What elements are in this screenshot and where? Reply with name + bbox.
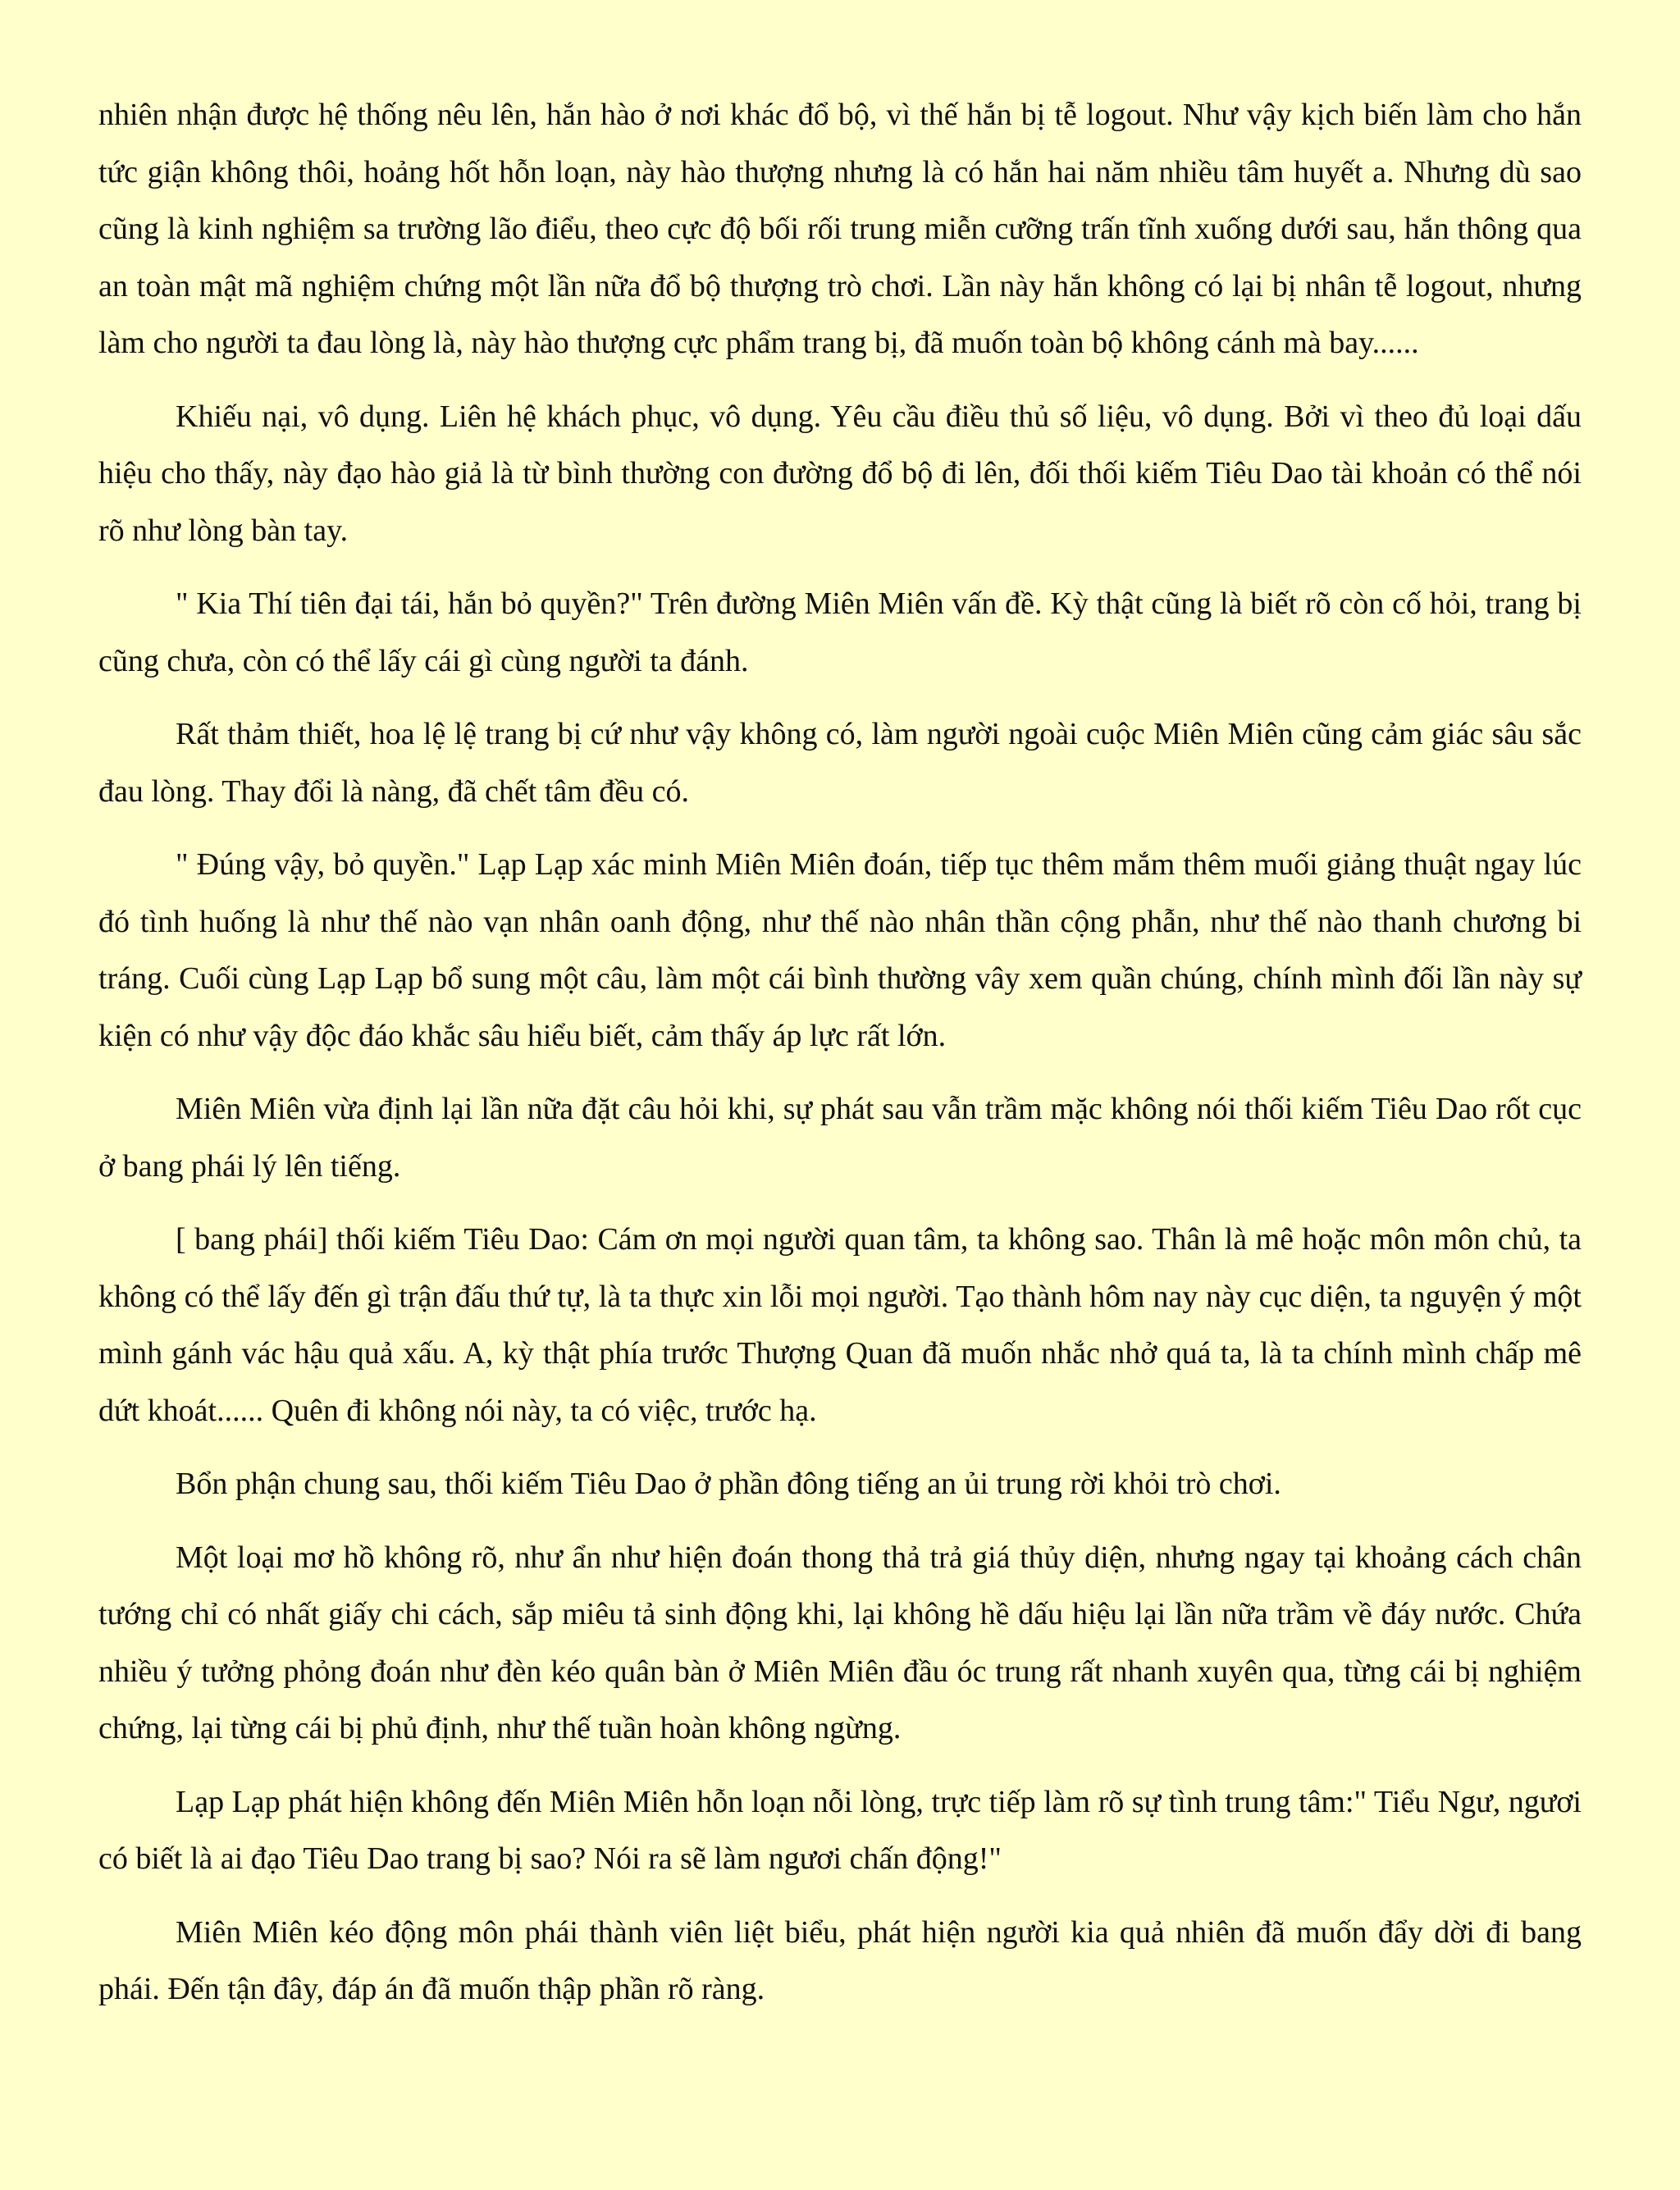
paragraph-continued: nhiên nhận được hệ thống nêu lên, hắn hào ở nơi khác đổ bộ, vì thế hắn bị tễ logout. Như vậy kịch biến làm cho hắn tức giận không thôi, hoảng hốt hỗn loạn, này hào thượng nhưng là có hắn hai năm nhiều tâm huyết a. Nhưng dù sao cũng là kinh nghiệm sa trường lão điểu, theo cực độ bối rối trung miễn cưỡng trấn tĩnh xuống dưới sau, hắn thông qua an toàn mật mã nghiệm chứng một lần nữa đổ bộ thượng trò chơi. Lần này hắn không có lại bị nhân tễ logout, nhưng làm cho người ta đau lòng là, này hào thượng cực phẩm trang bị, đã muốn toàn bộ không cánh mà bay......	[98, 98, 1582, 360]
paragraph: Khiếu nại, vô dụng. Liên hệ khách phục, vô dụng. Yêu cầu điều thủ số liệu, vô dụng. Bởi vì theo đủ loại dấu hiệu cho thấy, này đạo hào giả là từ bình thường con đường đổ bộ đi lên, đối thối kiếm Tiêu Dao tài khoản có thể nói rõ như lòng bàn tay.	[98, 399, 1582, 548]
paragraph: Miên Miên kéo động môn phái thành viên liệt biểu, phát hiện người kia quả nhiên đã muốn đẩy dời đi bang phái. Đến tận đây, đáp án đã muốn thập phần rõ ràng.	[98, 1914, 1582, 2006]
paragraph: [ bang phái] thối kiếm Tiêu Dao: Cám ơn mọi người quan tâm, ta không sao. Thân là mê hoặc môn môn chủ, ta không có thể lấy đến gì trận đấu thứ tự, là ta thực xin lỗi mọi người. Tạo thành hôm nay này cục diện, ta nguyện ý một mình gánh vác hậu quả xấu. A, kỳ thật phía trước Thượng Quan đã muốn nhắc nhở quá ta, là ta chính mình chấp mê dứt khoát...... Quên đi không nói này, ta có việc, trước hạ.	[98, 1222, 1582, 1428]
paragraph: " Đúng vậy, bỏ quyền." Lạp Lạp xác minh Miên Miên đoán, tiếp tục thêm mắm thêm muối giảng thuật ngay lúc đó tình huống là như thế nào vạn nhân oanh động, như thế nào nhân thần cộng phẫn, như thế nào thanh chương bi tráng. Cuối cùng Lạp Lạp bổ sung một câu, làm một cái bình thường vây xem quần chúng, chính mình đối lần này sự kiện có như vậy độc đáo khắc sâu hiểu biết, cảm thấy áp lực rất lớn.	[98, 847, 1582, 1053]
paragraph: Rất thảm thiết, hoa lệ lệ trang bị cứ như vậy không có, làm người ngoài cuộc Miên Miên cũng cảm giác sâu sắc đau lòng. Thay đổi là nàng, đã chết tâm đều có.	[98, 717, 1582, 809]
paragraph: Miên Miên vừa định lại lần nữa đặt câu hỏi khi, sự phát sau vẫn trầm mặc không nói thối kiếm Tiêu Dao rốt cục ở bang phái lý lên tiếng.	[98, 1092, 1582, 1184]
paragraph: Một loại mơ hồ không rõ, như ẩn như hiện đoán thong thả trả giá thủy diện, nhưng ngay tại khoảng cách chân tướng chỉ có nhất giấy chi cách, sắp miêu tả sinh động khi, lại không hề dấu hiệu lại lần nữa trầm về đáy nước. Chứa nhiều ý tưởng phỏng đoán như đèn kéo quân bàn ở Miên Miên đầu óc trung rất nhanh xuyên qua, từng cái bị nghiệm chứng, lại từng cái bị phủ định, như thế tuần hoàn không ngừng.	[98, 1540, 1582, 1745]
paragraph: Lạp Lạp phát hiện không đến Miên Miên hỗn loạn nỗi lòng, trực tiếp làm rõ sự tình trung tâm:" Tiểu Ngư, ngươi có biết là ai đạo Tiêu Dao trang bị sao? Nói ra sẽ làm ngươi chấn động!"	[98, 1784, 1582, 1876]
paragraph: Bổn phận chung sau, thối kiếm Tiêu Dao ở phần đông tiếng an ủi trung rời khỏi trò chơi.	[176, 1467, 1281, 1501]
paragraph: " Kia Thí tiên đại tái, hắn bỏ quyền?" Trên đường Miên Miên vấn đề. Kỳ thật cũng là biết rõ còn cố hỏi, trang bị cũng chưa, còn có thể lấy cái gì cùng người ta đánh.	[98, 586, 1582, 678]
